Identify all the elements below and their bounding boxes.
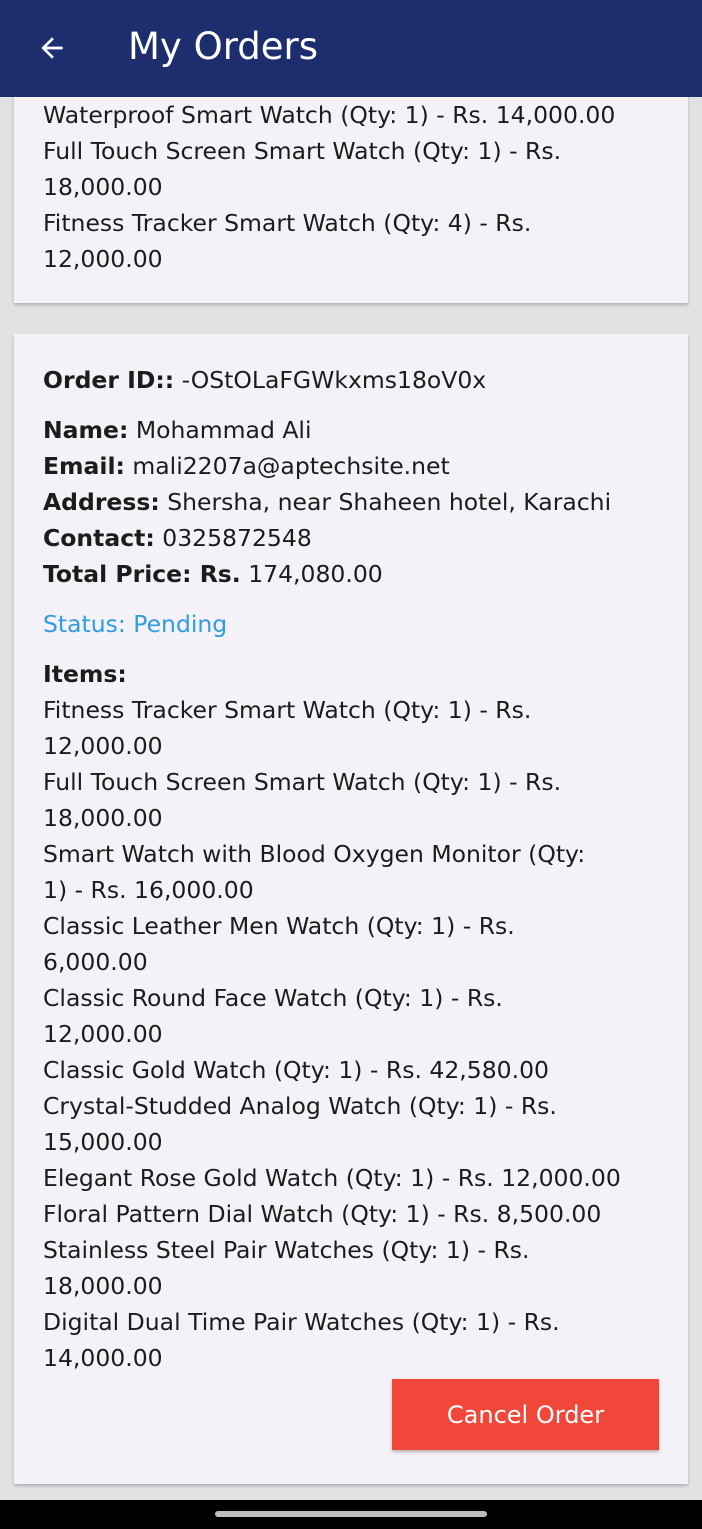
item-line: 12,000.00 [43, 245, 163, 273]
item-line: 1) - Rs. 16,000.00 [43, 876, 254, 904]
item-line: Fitness Tracker Smart Watch (Qty: 1) - Rs. [43, 696, 532, 724]
order-id-row [43, 362, 683, 398]
arrow-back-icon[interactable] [36, 32, 68, 64]
home-indicator[interactable] [215, 1511, 487, 1517]
email-row [43, 448, 683, 484]
item-line: Classic Gold Watch (Qty: 1) - Rs. 42,580.00 [43, 1056, 549, 1084]
item-line: Crystal-Studded Analog Watch (Qty: 1) - Rs. [43, 1092, 557, 1120]
cancel-order-button[interactable]: Cancel Order [392, 1379, 659, 1450]
system-nav-bar [0, 1500, 702, 1529]
total-price-row [43, 556, 683, 592]
item-line: Floral Pattern Dial Watch (Qty: 1) - Rs. 8,500.00 [43, 1200, 602, 1228]
back-button[interactable] [30, 24, 74, 72]
item-line: 18,000.00 [43, 1272, 163, 1300]
app-bar [0, 0, 702, 97]
item-line: 12,000.00 [43, 732, 163, 760]
orders-list[interactable] [0, 97, 702, 1500]
item-line: Classic Leather Men Watch (Qty: 1) - Rs. [43, 912, 515, 940]
item-line: Full Touch Screen Smart Watch (Qty: 1) - Rs. [43, 137, 562, 165]
total-price-value: 174,080.00 [240, 560, 383, 588]
name-row [43, 412, 683, 448]
address-row [43, 484, 683, 520]
item-line: Classic Round Face Watch (Qty: 1) - Rs. [43, 984, 503, 1012]
item-line: 18,000.00 [43, 804, 163, 832]
items-label: Items: [43, 660, 127, 688]
item-line: 14,000.00 [43, 1344, 163, 1372]
page-title: My Orders [128, 25, 319, 68]
order-card-previous [14, 97, 688, 303]
item-line: Full Touch Screen Smart Watch (Qty: 1) - Rs. [43, 768, 562, 796]
item-line: Fitness Tracker Smart Watch (Qty: 4) - Rs. [43, 209, 532, 237]
email-value: mali2207a@aptechsite.net [124, 452, 450, 480]
contact-row [43, 520, 683, 556]
order-card [14, 334, 688, 1484]
status-badge: Status: Pending [43, 610, 228, 638]
name-label: Name: [43, 416, 129, 444]
item-line: 12,000.00 [43, 1020, 163, 1048]
item-line: 6,000.00 [43, 948, 148, 976]
total-price-label: Total Price: Rs. [43, 560, 241, 588]
item-line: Digital Dual Time Pair Watches (Qty: 1) - Rs. [43, 1308, 560, 1336]
address-label: Address: [43, 488, 160, 516]
order-id-label: Order ID:: [43, 366, 175, 394]
order-id-value: -OStOLaFGWkxms18oV0x [174, 366, 487, 394]
item-line: 18,000.00 [43, 173, 163, 201]
address-value: Shersha, near Shaheen hotel, Karachi [159, 488, 612, 516]
item-line: Elegant Rose Gold Watch (Qty: 1) - Rs. 12,000.00 [43, 1164, 621, 1192]
contact-value: 0325872548 [154, 524, 312, 552]
item-line: Waterproof Smart Watch (Qty: 1) - Rs. 14,000.00 [43, 101, 616, 129]
item-line: 15,000.00 [43, 1128, 163, 1156]
name-value: Mohammad Ali [128, 416, 312, 444]
contact-label: Contact: [43, 524, 155, 552]
email-label: Email: [43, 452, 125, 480]
item-line: Stainless Steel Pair Watches (Qty: 1) - Rs. [43, 1236, 530, 1264]
item-line: Smart Watch with Blood Oxygen Monitor (Qty: [43, 840, 586, 868]
